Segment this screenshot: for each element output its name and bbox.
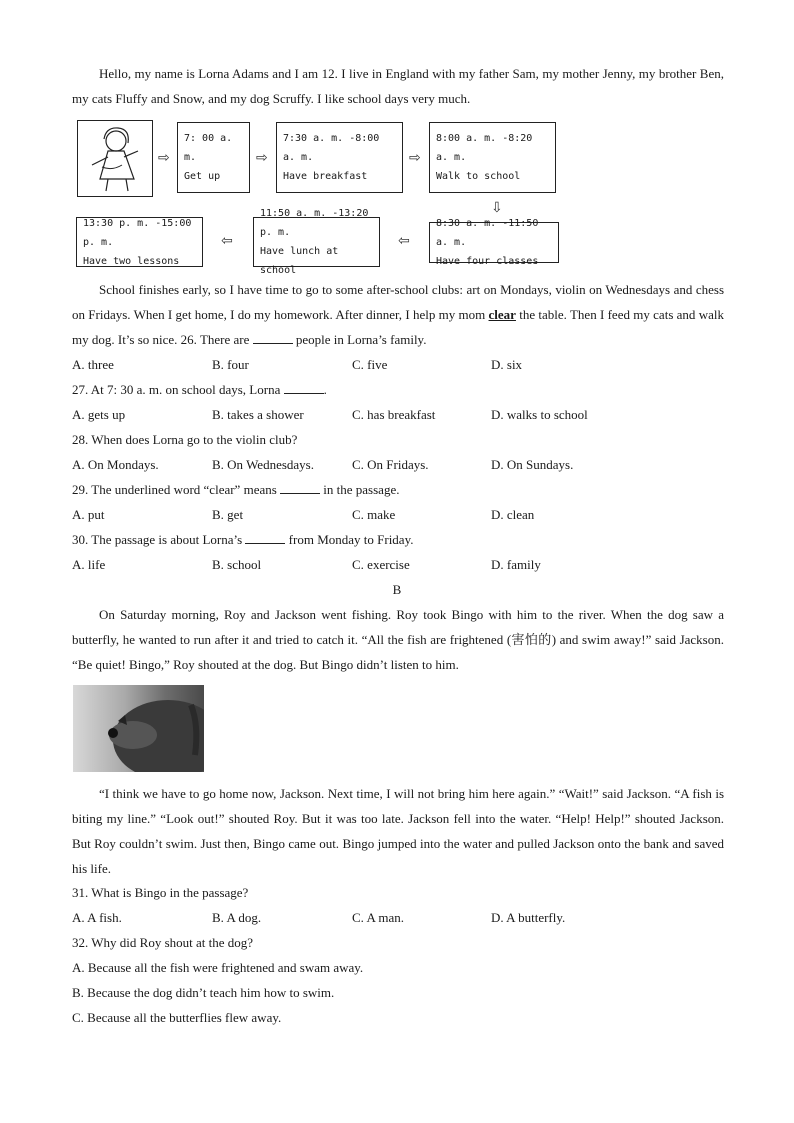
- girl-illustration: [77, 120, 153, 197]
- q30-stem: 30. The passage is about Lorna’s from Monday to Friday.: [72, 527, 413, 552]
- section-b-label: B: [392, 582, 402, 597]
- right-arrow-icon: ⇨: [158, 150, 170, 166]
- q32-stem: 32. Why did Roy shout at the dog?: [72, 935, 254, 950]
- passage-b-paragraph-1: On Saturday morning, Roy and Jackson went fishing. Roy took Bingo with him to the river. When the dog saw a butterfly, he wanted to run after it and tried to catch it. “All the fish are frightened (害怕的) and swim away!” said Jackson. “Be quiet! Bingo,” Roy shouted at the dog. But Bingo didn’t listen to him.: [72, 607, 724, 672]
- q28-stem: 28. When does Lorna go to the violin club?: [72, 432, 298, 447]
- schedule-box-1: 7: 00 a. m. Get up: [177, 122, 250, 193]
- q27-option-b[interactable]: B. takes a shower: [212, 407, 304, 422]
- schedule-box-2: 7:30 a. m. -8:00 a. m. Have breakfast: [276, 122, 403, 193]
- schedule-box-3: 8:00 a. m. -8:20 a. m. Walk to school: [429, 122, 556, 193]
- q29-stem: 29. The underlined word “clear” means in the passage.: [72, 477, 399, 502]
- schedule-box-5: 11:50 a. m. -13:20 p. m. Have lunch at school: [253, 217, 380, 267]
- q26-option-c[interactable]: C. five: [352, 357, 388, 372]
- answer-blank: [284, 379, 324, 394]
- q30-option-a[interactable]: A. life: [72, 557, 106, 572]
- dog-butterfly-photo: [73, 685, 204, 772]
- q32-option-c[interactable]: C. Because all the butterflies flew away.: [72, 1010, 282, 1025]
- schedule-box-4: 8:30 a. m. -11:50 a. m. Have four classes: [429, 222, 559, 263]
- q30-option-b[interactable]: B. school: [212, 557, 262, 572]
- q29-option-b[interactable]: B. get: [212, 507, 244, 522]
- q27-option-d[interactable]: D. walks to school: [491, 407, 588, 422]
- q29-option-a[interactable]: A. put: [72, 507, 105, 522]
- right-arrow-icon: ⇨: [409, 150, 421, 166]
- q32-option-b[interactable]: B. Because the dog didn’t teach him how to swim.: [72, 985, 335, 1000]
- down-arrow-icon: ⇩: [491, 200, 503, 216]
- q32-option-a[interactable]: A. Because all the fish were frightened and swam away.: [72, 960, 364, 975]
- right-arrow-icon: ⇨: [256, 150, 268, 166]
- q27-option-a[interactable]: A. gets up: [72, 407, 126, 422]
- q28-option-c[interactable]: C. On Fridays.: [352, 457, 429, 472]
- q31-option-a[interactable]: A. A fish.: [72, 910, 122, 925]
- q31-option-c[interactable]: C. A man.: [352, 910, 405, 925]
- answer-blank: [280, 479, 320, 494]
- girl-drawing: [78, 121, 152, 196]
- q29-option-d[interactable]: D. clean: [491, 507, 535, 522]
- q26-option-b[interactable]: B. four: [212, 357, 249, 372]
- q26-option-a[interactable]: A. three: [72, 357, 114, 372]
- underlined-word-clear: clear: [488, 307, 516, 322]
- q28-option-d[interactable]: D. On Sundays.: [491, 457, 574, 472]
- q28-option-b[interactable]: B. On Wednesdays.: [212, 457, 314, 472]
- passage-b-paragraph-2: “I think we have to go home now, Jackson. Next time, I will not bring him here again.” “Wait!” said Jackson. “A fish is biting my line.” “Look out!” shouted Roy. But it was too late. Jackson fell into the water. “Help! Help!” shouted Jackson. But Roy couldn’t swim. Just then, Bingo came out. Bingo jumped into the water and pulled Jackson onto the bank and saved his life.: [72, 786, 724, 876]
- passage-a-paragraph-2: School finishes early, so I have time to go to some after-school clubs: art on Mondays, violin on Wednesdays and chess on Fridays. When I get home, I do my homework. After dinner, I help my mom clear the table. Then I feed my cats and walk my dog. It’s so nice. 26. There are people in Lorna’s family.: [72, 282, 724, 347]
- answer-blank: [245, 529, 285, 544]
- q29-option-c[interactable]: C. make: [352, 507, 396, 522]
- q27-stem: 27. At 7: 30 a. m. on school days, Lorna .: [72, 377, 327, 402]
- dog-photo-drawing: [73, 685, 204, 772]
- q27-option-c[interactable]: C. has breakfast: [352, 407, 436, 422]
- q31-option-d[interactable]: D. A butterfly.: [491, 910, 566, 925]
- q31-stem: 31. What is Bingo in the passage?: [72, 885, 249, 900]
- answer-blank: [253, 329, 293, 344]
- q30-option-d[interactable]: D. family: [491, 557, 541, 572]
- q30-option-c[interactable]: C. exercise: [352, 557, 410, 572]
- left-arrow-icon: ⇦: [221, 233, 233, 249]
- q26-option-d[interactable]: D. six: [491, 357, 523, 372]
- left-arrow-icon: ⇦: [398, 233, 410, 249]
- passage-a-intro: Hello, my name is Lorna Adams and I am 12. I live in England with my father Sam, my mother Jenny, my brother Ben, my cats Fluffy and Snow, and my dog Scruffy. I like school days very much.: [72, 66, 724, 106]
- q31-option-b[interactable]: B. A dog.: [212, 910, 262, 925]
- schedule-box-6: 13:30 p. m. -15:00 p. m. Have two lessons: [76, 217, 203, 267]
- q28-option-a[interactable]: A. On Mondays.: [72, 457, 159, 472]
